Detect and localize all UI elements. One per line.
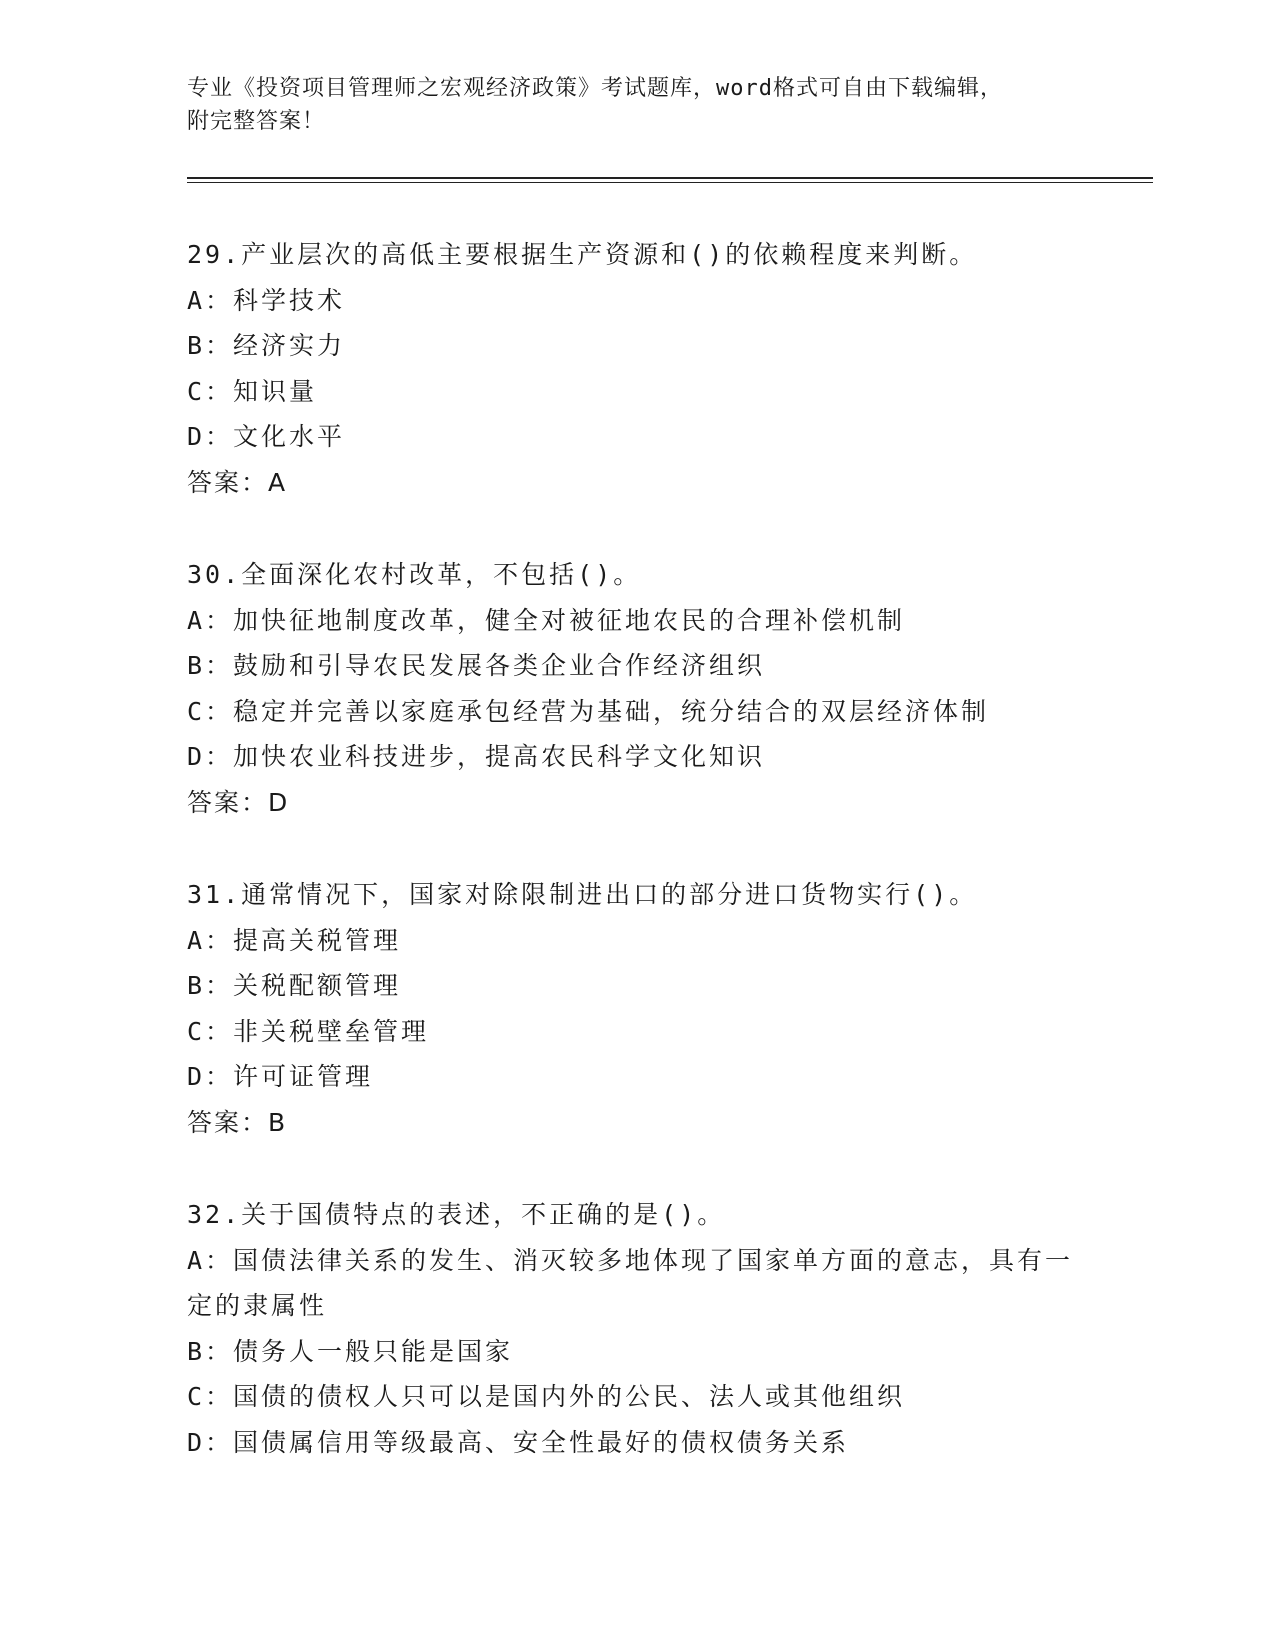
option-d: D：加快农业科技进步，提高农民科学文化知识	[187, 742, 766, 771]
option-a: A：提高关税管理	[187, 925, 402, 955]
document-header	[187, 72, 1087, 138]
answer-text: 答案：B	[187, 1107, 288, 1137]
question-stem: 31.通常情况下，国家对除限制进出口的部分进口货物实行()。	[187, 880, 978, 909]
option-c: C：国债的债权人只可以是国内外的公民、法人或其他组织	[187, 1382, 906, 1411]
question-31	[187, 872, 1087, 1145]
option-d: D：许可证管理	[187, 1062, 374, 1091]
header-rule-thick	[187, 177, 1153, 179]
header-line-2: 附完整答案！	[187, 109, 326, 134]
option-c: C：知识量	[187, 376, 318, 406]
option-c: C：稳定并完善以家庭承包经营为基础，统分结合的双层经济体制	[187, 696, 990, 726]
header-line-1: 专业《投资项目管理师之宏观经济政策》考试题库，word格式可自由下载编辑，	[187, 76, 1003, 101]
question-stem: 29.产业层次的高低主要根据生产资源和()的依赖程度来判断。	[187, 240, 978, 269]
option-b: B：鼓励和引导农民发展各类企业合作经济组织	[187, 651, 766, 680]
option-c: C：非关税壁垒管理	[187, 1016, 430, 1046]
answer-text: 答案：D	[187, 787, 290, 817]
option-b: B：债务人一般只能是国家	[187, 1336, 514, 1366]
option-a: A：国债法律关系的发生、消灭较多地体现了国家单方面的意志，具有一定的隶属性	[187, 1245, 1074, 1320]
option-d: D：文化水平	[187, 422, 346, 451]
header-rule-thin	[187, 182, 1153, 183]
option-b: B：经济实力	[187, 331, 346, 360]
question-list	[187, 232, 1087, 1512]
option-a: A：科学技术	[187, 285, 346, 315]
question-32	[187, 1192, 1087, 1465]
question-29	[187, 232, 1087, 505]
option-a: A：加快征地制度改革，健全对被征地农民的合理补偿机制	[187, 605, 906, 635]
question-stem: 30.全面深化农村改革，不包括()。	[187, 560, 642, 589]
option-b: B：关税配额管理	[187, 971, 402, 1000]
option-d: D：国债属信用等级最高、安全性最好的债权债务关系	[187, 1427, 850, 1457]
question-30	[187, 552, 1087, 825]
question-stem: 32.关于国债特点的表述，不正确的是()。	[187, 1200, 726, 1229]
answer-text: 答案：A	[187, 467, 288, 497]
